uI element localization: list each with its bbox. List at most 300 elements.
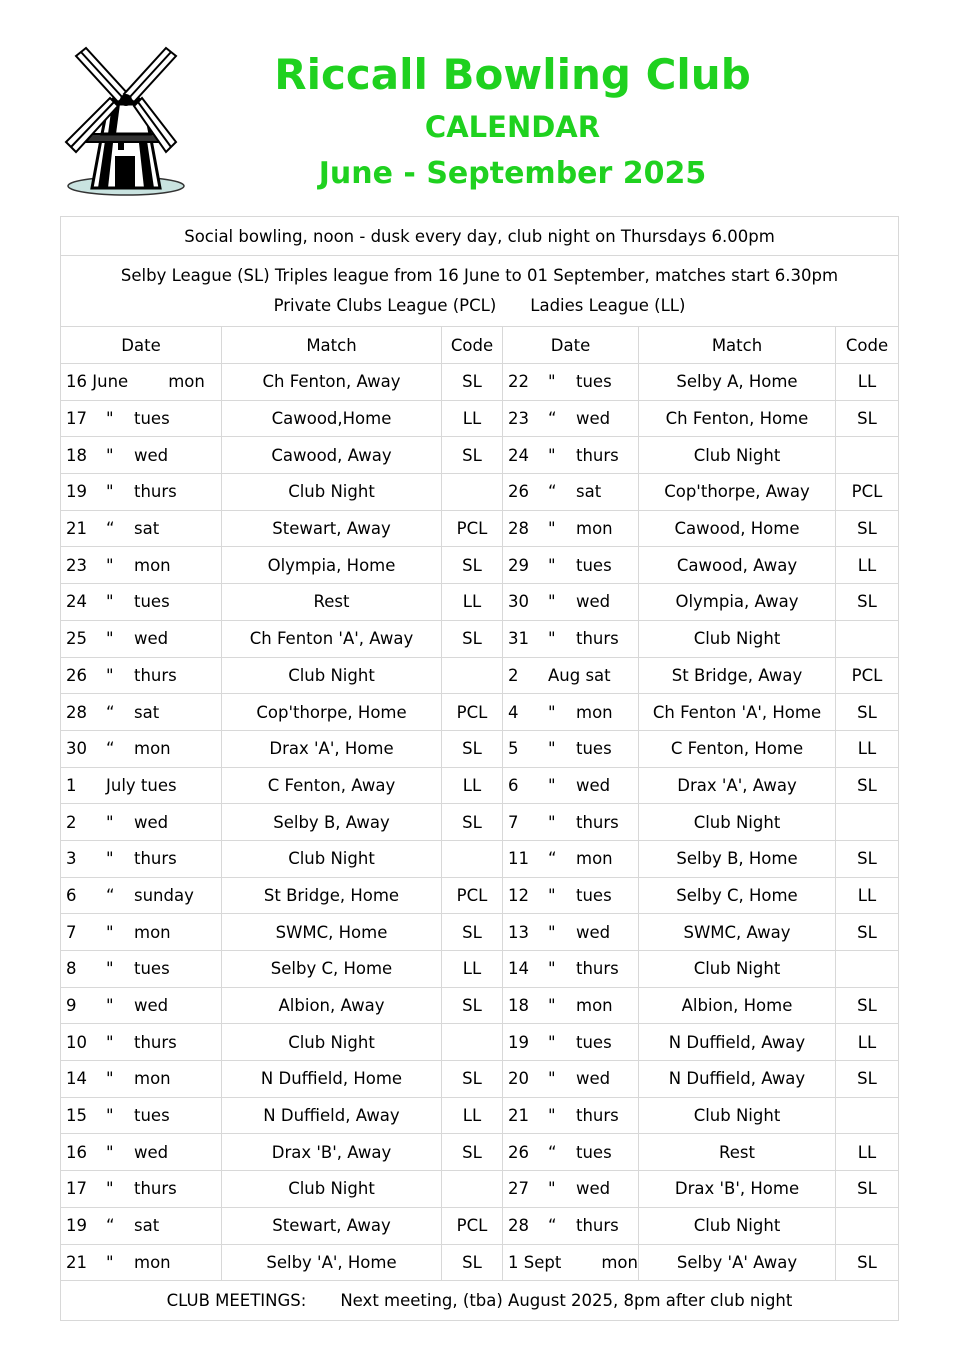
date-cell (61, 364, 222, 401)
day-number: 4 (508, 702, 519, 722)
weekday: tues (134, 959, 170, 979)
code-cell: LL (442, 767, 503, 804)
leagues-info (61, 256, 899, 327)
code-cell: SL (836, 694, 899, 731)
weekday: mon (134, 555, 171, 575)
table-row (61, 840, 899, 877)
table-row (61, 1024, 899, 1061)
club-title: Riccall Bowling Club (274, 50, 751, 99)
ditto-mark: " (548, 885, 556, 905)
date-cell (503, 510, 639, 547)
col-code-header: Code (442, 327, 503, 364)
table-row (61, 657, 899, 694)
weekday: mon (134, 739, 171, 759)
match-cell: Club Night (639, 620, 836, 657)
weekday: tues (576, 1142, 612, 1162)
date-cell (503, 914, 639, 951)
match-cell: Drax 'B', Away (222, 1134, 442, 1171)
calendar-table (60, 216, 899, 1321)
ditto-mark: “ (548, 1142, 557, 1162)
match-cell: N Duffield, Away (639, 1061, 836, 1098)
match-cell: Cop'thorpe, Home (222, 694, 442, 731)
match-cell: Cop'thorpe, Away (639, 474, 836, 511)
date-cell (61, 1024, 222, 1061)
match-cell: Selby C, Home (222, 951, 442, 988)
code-cell (836, 437, 899, 474)
ditto-mark: " (548, 775, 556, 795)
code-cell: SL (442, 437, 503, 474)
match-cell: Club Night (222, 1024, 442, 1061)
weekday: wed (134, 996, 169, 1016)
match-cell: Drax 'B', Home (639, 1171, 836, 1208)
ditto-mark: " (548, 1179, 556, 1199)
date-cell (503, 694, 639, 731)
day-number: 18 (508, 996, 529, 1016)
day-number: 22 (508, 372, 529, 392)
weekday: wed (134, 445, 169, 465)
date-cell (503, 767, 639, 804)
date-cell (61, 510, 222, 547)
date-cell (61, 1097, 222, 1134)
table-row (61, 1207, 899, 1244)
date-cell (503, 987, 639, 1024)
date-cell (61, 1061, 222, 1098)
ditto-mark: " (548, 812, 556, 832)
date-cell (61, 400, 222, 437)
selby-league-info: Selby League (SL) Triples league from 16 June to 01 September, matches start 6.30pm (120, 266, 839, 285)
code-cell: LL (836, 364, 899, 401)
ditto-mark: " (548, 592, 556, 612)
code-cell: SL (836, 987, 899, 1024)
weekday: tues (134, 409, 170, 429)
day-number: 20 (508, 1069, 529, 1089)
windmill-icon (62, 44, 190, 202)
table-row (61, 547, 899, 584)
ditto-mark: " (106, 1032, 114, 1052)
weekday: tues (576, 739, 612, 759)
ditto-mark: " (106, 1179, 114, 1199)
ditto-mark: " (106, 409, 114, 429)
code-cell: SL (442, 1061, 503, 1098)
day-number: 23 (66, 555, 87, 575)
match-cell: Ch Fenton, Away (222, 364, 442, 401)
weekday: thurs (576, 959, 619, 979)
day-number: 18 (66, 445, 87, 465)
date-cell (61, 804, 222, 841)
day-number: 30 (66, 739, 87, 759)
club-meetings-row (61, 1281, 899, 1321)
code-cell (836, 804, 899, 841)
code-cell: SL (836, 1171, 899, 1208)
match-cell: Drax 'A', Home (222, 730, 442, 767)
day-number: 28 (508, 519, 529, 539)
date-cell (503, 400, 639, 437)
day-number: 13 (508, 922, 529, 942)
table-row (61, 1097, 899, 1134)
match-cell: St Bridge, Away (639, 657, 836, 694)
ditto-mark: " (548, 959, 556, 979)
table-row (61, 767, 899, 804)
table-row (61, 694, 899, 731)
day-number: 11 (508, 849, 529, 869)
col-date-header: Date (503, 327, 639, 364)
ditto-mark: " (548, 519, 556, 539)
date-cell (503, 437, 639, 474)
date-cell (61, 914, 222, 951)
day-number: 9 (66, 996, 77, 1016)
match-cell: Club Night (639, 951, 836, 988)
code-cell: SL (442, 1134, 503, 1171)
weekday: mon (576, 996, 613, 1016)
date-cell (61, 877, 222, 914)
day-number: 17 (66, 1179, 87, 1199)
code-cell: SL (442, 914, 503, 951)
day-number: 28 (508, 1216, 529, 1236)
ditto-mark: “ (106, 702, 115, 722)
day-number: 27 (508, 1179, 529, 1199)
code-cell: PCL (836, 474, 899, 511)
ditto-mark: “ (106, 739, 115, 759)
table-row (61, 877, 899, 914)
day-number: 21 (66, 519, 87, 539)
code-cell: SL (442, 620, 503, 657)
code-cell: LL (442, 400, 503, 437)
match-cell: Club Night (222, 657, 442, 694)
day-number: 26 (508, 1142, 529, 1162)
match-cell: Selby B, Away (222, 804, 442, 841)
day-number: 6 (66, 885, 77, 905)
table-row (61, 584, 899, 621)
code-cell: SL (442, 547, 503, 584)
weekday: wed (576, 592, 611, 612)
day-number: 19 (66, 1216, 87, 1236)
code-cell: LL (836, 1134, 899, 1171)
day-number: 29 (508, 555, 529, 575)
weekday: wed (576, 922, 611, 942)
match-cell: Olympia, Home (222, 547, 442, 584)
weekday: thurs (134, 665, 177, 685)
weekday: thurs (576, 812, 619, 832)
ditto-mark: “ (548, 409, 557, 429)
code-cell (442, 840, 503, 877)
code-cell (836, 951, 899, 988)
match-cell: N Duffield, Home (222, 1061, 442, 1098)
match-cell: SWMC, Home (222, 914, 442, 951)
ditto-mark: " (548, 1032, 556, 1052)
code-cell: SL (836, 767, 899, 804)
weekday: thurs (576, 629, 619, 649)
code-cell: LL (836, 730, 899, 767)
code-cell: SL (836, 510, 899, 547)
other-leagues-info (61, 291, 898, 321)
code-cell (442, 1024, 503, 1061)
ditto-mark: " (106, 1252, 114, 1272)
code-cell: SL (836, 584, 899, 621)
col-date-header: Date (61, 327, 222, 364)
weekday: mon (134, 922, 171, 942)
date-cell (61, 767, 222, 804)
match-cell: Cawood,Home (222, 400, 442, 437)
ditto-mark: " (548, 372, 556, 392)
ditto-mark: " (106, 922, 114, 942)
weekday: tues (576, 555, 612, 575)
date-cell (503, 584, 639, 621)
code-cell: LL (442, 584, 503, 621)
weekday: wed (134, 629, 169, 649)
day-number: 15 (66, 1106, 87, 1126)
match-cell: N Duffield, Away (639, 1024, 836, 1061)
weekday: tues (576, 885, 612, 905)
ditto-mark: " (548, 1106, 556, 1126)
ditto-mark: " (548, 702, 556, 722)
day-number: 26 (508, 482, 529, 502)
weekday: mon (601, 1252, 638, 1272)
date-cell (503, 547, 639, 584)
day-number: 8 (66, 959, 77, 979)
ditto-mark: " (106, 555, 114, 575)
weekday: wed (576, 409, 611, 429)
code-cell: SL (836, 914, 899, 951)
date-cell (503, 877, 639, 914)
table-row (61, 914, 899, 951)
match-cell: Club Night (222, 1171, 442, 1208)
weekday: Aug sat (548, 665, 611, 685)
match-cell: Rest (639, 1134, 836, 1171)
code-cell: SL (836, 1061, 899, 1098)
weekday: thurs (134, 1032, 177, 1052)
match-cell: Club Night (222, 840, 442, 877)
code-cell: PCL (442, 510, 503, 547)
day-number: 25 (66, 629, 87, 649)
col-match-header: Match (222, 327, 442, 364)
match-cell: SWMC, Away (639, 914, 836, 951)
weekday: sunday (134, 885, 194, 905)
ditto-mark: " (106, 482, 114, 502)
ditto-mark: " (106, 629, 114, 649)
date-cell (61, 1207, 222, 1244)
weekday: tues (576, 1032, 612, 1052)
table-row (61, 364, 899, 401)
day-number: 3 (66, 849, 77, 869)
weekday: thurs (134, 482, 177, 502)
day-number: 1 Sept (508, 1252, 562, 1272)
match-cell: Albion, Away (222, 987, 442, 1024)
day-number: 21 (66, 1252, 87, 1272)
date-cell (61, 840, 222, 877)
code-cell (442, 474, 503, 511)
day-number: 2 (508, 665, 519, 685)
code-cell: SL (836, 400, 899, 437)
day-number: 17 (66, 409, 87, 429)
date-cell (61, 584, 222, 621)
day-number: 6 (508, 775, 519, 795)
date-cell (503, 1244, 639, 1281)
date-cell (503, 364, 639, 401)
match-cell: Ch Fenton 'A', Home (639, 694, 836, 731)
date-cell (61, 620, 222, 657)
match-cell: Club Night (639, 437, 836, 474)
match-cell: C Fenton, Home (639, 730, 836, 767)
code-cell: SL (442, 804, 503, 841)
ditto-mark: “ (548, 482, 557, 502)
code-cell (836, 1207, 899, 1244)
match-cell: St Bridge, Home (222, 877, 442, 914)
weekday: July tues (106, 775, 177, 795)
period-title: June - September 2025 (318, 156, 707, 191)
weekday: mon (576, 702, 613, 722)
match-cell: Ch Fenton 'A', Away (222, 620, 442, 657)
weekday: tues (576, 372, 612, 392)
weekday: mon (168, 372, 205, 392)
ditto-mark: " (106, 849, 114, 869)
weekday: mon (576, 849, 613, 869)
match-cell: Drax 'A', Away (639, 767, 836, 804)
date-cell (61, 1134, 222, 1171)
day-number: 14 (508, 959, 529, 979)
code-cell (836, 620, 899, 657)
date-cell (61, 694, 222, 731)
table-row (61, 474, 899, 511)
weekday: wed (576, 775, 611, 795)
match-cell: Cawood, Home (639, 510, 836, 547)
code-cell: SL (442, 1244, 503, 1281)
day-number: 21 (508, 1106, 529, 1126)
club-meetings-text: Next meeting, (tba) August 2025, 8pm after club night (340, 1291, 793, 1311)
table-row (61, 987, 899, 1024)
date-cell (503, 951, 639, 988)
ditto-mark: " (106, 996, 114, 1016)
weekday: tues (134, 592, 170, 612)
date-cell (503, 474, 639, 511)
day-number: 5 (508, 739, 519, 759)
table-row (61, 620, 899, 657)
date-cell (503, 1097, 639, 1134)
date-cell (503, 840, 639, 877)
date-cell (61, 1244, 222, 1281)
day-number: 19 (508, 1032, 529, 1052)
weekday: thurs (576, 445, 619, 465)
table-row (61, 951, 899, 988)
weekday: wed (576, 1179, 611, 1199)
code-cell (442, 1171, 503, 1208)
date-cell (503, 804, 639, 841)
code-cell: PCL (442, 1207, 503, 1244)
weekday: thurs (134, 1179, 177, 1199)
match-cell: Selby B, Home (639, 840, 836, 877)
code-cell: PCL (442, 877, 503, 914)
ditto-mark: " (106, 1142, 114, 1162)
ditto-mark: “ (106, 1216, 115, 1236)
day-number: 26 (66, 665, 87, 685)
code-cell: PCL (836, 657, 899, 694)
day-number: 14 (66, 1069, 87, 1089)
ll-info: Ladies League (LL) (530, 296, 686, 315)
header-row (61, 327, 899, 364)
day-number: 2 (66, 812, 77, 832)
table-row (61, 1061, 899, 1098)
match-cell: Club Night (222, 474, 442, 511)
weekday: mon (134, 1069, 171, 1089)
code-cell: SL (836, 1244, 899, 1281)
date-cell (61, 987, 222, 1024)
day-number: 23 (508, 409, 529, 429)
code-cell: LL (442, 951, 503, 988)
ditto-mark: " (106, 1069, 114, 1089)
date-cell (61, 437, 222, 474)
day-number: 7 (508, 812, 519, 832)
table-row (61, 1244, 899, 1281)
weekday: thurs (576, 1106, 619, 1126)
code-cell: LL (442, 1097, 503, 1134)
match-cell: Club Night (639, 1207, 836, 1244)
ditto-mark: " (106, 1106, 114, 1126)
ditto-mark: " (548, 629, 556, 649)
ditto-mark: " (106, 445, 114, 465)
day-number: 19 (66, 482, 87, 502)
weekday: thurs (576, 1216, 619, 1236)
col-match-header: Match (639, 327, 836, 364)
table-row (61, 730, 899, 767)
col-code-header: Code (836, 327, 899, 364)
ditto-mark: “ (548, 849, 557, 869)
weekday: tues (134, 1106, 170, 1126)
code-cell (836, 1097, 899, 1134)
match-cell: Albion, Home (639, 987, 836, 1024)
ditto-mark: “ (106, 885, 115, 905)
ditto-mark: " (106, 959, 114, 979)
date-cell (503, 1171, 639, 1208)
weekday: sat (134, 519, 160, 539)
date-cell (61, 547, 222, 584)
ditto-mark: " (548, 1069, 556, 1089)
match-cell: Cawood, Away (639, 547, 836, 584)
code-cell: SL (442, 364, 503, 401)
match-cell: Club Night (639, 804, 836, 841)
date-cell (61, 1171, 222, 1208)
ditto-mark: " (548, 922, 556, 942)
date-cell (503, 1134, 639, 1171)
day-number: 16 June (66, 372, 129, 392)
match-cell: Selby 'A' Away (639, 1244, 836, 1281)
code-cell: PCL (442, 694, 503, 731)
day-number: 16 (66, 1142, 87, 1162)
match-cell: Stewart, Away (222, 1207, 442, 1244)
code-cell (442, 657, 503, 694)
match-cell: Rest (222, 584, 442, 621)
weekday: mon (576, 519, 613, 539)
code-cell: SL (442, 987, 503, 1024)
table-row (61, 510, 899, 547)
ditto-mark: " (106, 665, 114, 685)
day-number: 30 (508, 592, 529, 612)
weekday: sat (576, 482, 602, 502)
match-cell: Selby 'A', Home (222, 1244, 442, 1281)
table-row (61, 804, 899, 841)
day-number: 1 (66, 775, 77, 795)
ditto-mark: " (548, 555, 556, 575)
code-cell: LL (836, 877, 899, 914)
match-cell: Ch Fenton, Home (639, 400, 836, 437)
club-meetings-label: CLUB MEETINGS: (166, 1291, 307, 1311)
day-number: 28 (66, 702, 87, 722)
day-number: 12 (508, 885, 529, 905)
match-cell: Club Night (639, 1097, 836, 1134)
match-cell: Olympia, Away (639, 584, 836, 621)
date-cell (61, 951, 222, 988)
date-cell (503, 730, 639, 767)
day-number: 7 (66, 922, 77, 942)
match-cell: Selby A, Home (639, 364, 836, 401)
